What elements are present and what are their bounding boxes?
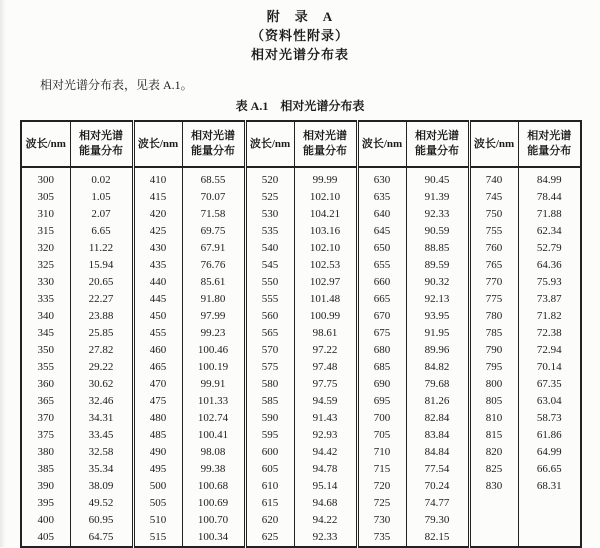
wavelength-cell: 700 [357,410,406,427]
energy-value-cell: 100.69 [182,495,245,512]
energy-value-cell: 92.33 [406,206,469,223]
energy-value-cell: 74.77 [406,495,469,512]
wavelength-cell: 580 [245,376,294,393]
energy-value-cell: 72.94 [518,342,581,359]
energy-value-cell: 100.19 [182,359,245,376]
energy-value-cell: 97.22 [294,342,357,359]
wavelength-cell: 500 [133,478,182,495]
wavelength-cell: 350 [37,344,54,356]
wavelength-cell: 805 [469,393,518,410]
wavelength-cell: 790 [469,342,518,359]
table-row [21,444,581,461]
wavelength-cell: 725 [357,495,406,512]
energy-value-cell: 100.46 [182,342,245,359]
wavelength-cell: 780 [469,308,518,325]
wavelength-cell: 535 [245,223,294,240]
scan-page-edge [0,0,6,547]
wavelength-cell: 405 [37,531,54,543]
wavelength-cell: 335 [37,293,54,305]
energy-value-cell: 97.99 [182,308,245,325]
table-row [21,325,581,342]
wavelength-cell: 300 [37,174,54,186]
wavelength-cell: 710 [357,444,406,461]
table-row [21,291,581,308]
wavelength-cell: 675 [357,325,406,342]
energy-value-cell: 27.82 [70,342,133,359]
energy-value-cell: 82.84 [406,410,469,427]
energy-value-cell: 101.33 [182,393,245,410]
table-row [21,274,581,291]
energy-value-cell: 94.78 [294,461,357,478]
wavelength-cell: 465 [133,359,182,376]
wavelength-cell: 455 [133,325,182,342]
table-row [21,359,581,376]
energy-value-cell: 1.05 [70,189,133,206]
wavelength-cell: 305 [37,191,54,203]
energy-value-cell: 15.94 [70,257,133,274]
wavelength-cell: 785 [469,325,518,342]
energy-value-cell: 88.85 [406,240,469,257]
wavelength-cell: 570 [245,342,294,359]
energy-value-cell: 68.31 [518,478,581,495]
table-row [21,410,581,427]
wavelength-cell: 395 [37,497,54,509]
energy-value-cell: 98.61 [294,325,357,342]
header-wavelength: 波长/nm [469,121,518,167]
energy-value-cell: 66.65 [518,461,581,478]
wavelength-cell: 825 [469,461,518,478]
wavelength-cell: 470 [133,376,182,393]
energy-value-cell: 67.91 [182,240,245,257]
energy-value-cell: 73.87 [518,291,581,308]
energy-value-cell: 100.70 [182,512,245,529]
wavelength-cell: 590 [245,410,294,427]
wavelength-cell: 340 [37,310,54,322]
energy-value-cell: 84.99 [518,167,581,189]
table-row [21,495,581,512]
energy-value-cell: 64.36 [518,257,581,274]
energy-value-cell: 78.44 [518,189,581,206]
header-energy: 相对光谱 能量分布 [406,121,469,167]
wavelength-cell: 480 [133,410,182,427]
table-caption: 表 A.1 相对光谱分布表 [235,99,365,113]
wavelength-cell: 505 [133,495,182,512]
energy-value-cell: 81.26 [406,393,469,410]
wavelength-cell: 485 [133,427,182,444]
wavelength-cell: 815 [469,427,518,444]
energy-value-cell: 32.58 [70,444,133,461]
wavelength-cell: 565 [245,325,294,342]
wavelength-cell [469,529,518,547]
energy-value-cell: 61.86 [518,427,581,444]
energy-value-cell: 69.75 [182,223,245,240]
energy-value-cell: 60.95 [70,512,133,529]
wavelength-cell: 410 [133,167,182,189]
energy-value-cell: 52.79 [518,240,581,257]
energy-value-cell: 79.68 [406,376,469,393]
wavelength-cell: 755 [469,223,518,240]
table-row [21,206,581,223]
wavelength-cell: 650 [357,240,406,257]
energy-value-cell: 100.68 [182,478,245,495]
wavelength-cell: 445 [133,291,182,308]
appendix-subtitle: （资料性附录） [250,28,349,43]
energy-value-cell: 75.93 [518,274,581,291]
wavelength-cell: 705 [357,427,406,444]
energy-value-cell: 34.31 [70,410,133,427]
wavelength-cell: 400 [37,514,54,526]
energy-value-cell: 29.22 [70,359,133,376]
wavelength-cell: 620 [245,512,294,529]
wavelength-cell: 325 [37,259,54,271]
energy-value-cell: 79.30 [406,512,469,529]
energy-value-cell: 22.27 [70,291,133,308]
table-row [21,512,581,529]
energy-value-cell: 25.85 [70,325,133,342]
wavelength-cell: 370 [37,412,54,424]
wavelength-cell: 615 [245,495,294,512]
energy-value-cell: 100.99 [294,308,357,325]
energy-value-cell: 94.68 [294,495,357,512]
energy-value-cell: 67.35 [518,376,581,393]
energy-value-cell: 83.84 [406,427,469,444]
wavelength-cell: 345 [37,327,54,339]
energy-value-cell: 71.88 [518,206,581,223]
energy-value-cell: 63.04 [518,393,581,410]
energy-value-cell: 72.38 [518,325,581,342]
wavelength-cell [469,512,518,529]
wavelength-cell: 730 [357,512,406,529]
energy-value-cell [518,495,581,512]
wavelength-cell: 745 [469,189,518,206]
energy-value-cell: 70.07 [182,189,245,206]
wavelength-cell: 520 [245,167,294,189]
energy-value-cell: 92.93 [294,427,357,444]
table-row [21,167,581,189]
energy-value-cell: 20.65 [70,274,133,291]
wavelength-cell: 660 [357,274,406,291]
energy-value-cell: 102.74 [182,410,245,427]
wavelength-cell: 310 [37,208,54,220]
energy-value-cell: 49.52 [70,495,133,512]
wavelength-cell: 380 [37,446,54,458]
wavelength-cell: 430 [133,240,182,257]
energy-value-cell: 38.09 [70,478,133,495]
appendix-heading: 相对光谱分布表 [250,47,349,62]
energy-value-cell: 85.61 [182,274,245,291]
header-energy: 相对光谱 能量分布 [294,121,357,167]
energy-value-cell: 6.65 [70,223,133,240]
energy-value-cell: 35.34 [70,461,133,478]
wavelength-cell: 525 [245,189,294,206]
energy-value-cell: 32.46 [70,393,133,410]
wavelength-cell: 555 [245,291,294,308]
wavelength-cell: 495 [133,461,182,478]
wavelength-cell: 330 [37,276,54,288]
energy-value-cell: 62.34 [518,223,581,240]
table-row [21,240,581,257]
energy-value-cell: 99.91 [182,376,245,393]
energy-value-cell: 76.76 [182,257,245,274]
energy-value-cell: 58.73 [518,410,581,427]
appendix-title: 附 录 A [266,9,334,24]
energy-value-cell: 91.39 [406,189,469,206]
table-row [21,342,581,359]
header-wavelength: 波长/nm [21,121,70,167]
wavelength-cell: 385 [37,463,54,475]
energy-value-cell: 100.34 [182,529,245,547]
energy-value-cell: 103.16 [294,223,357,240]
wavelength-cell: 750 [469,206,518,223]
energy-value-cell: 68.55 [182,167,245,189]
wavelength-cell: 355 [37,361,54,373]
wavelength-cell: 795 [469,359,518,376]
wavelength-cell: 530 [245,206,294,223]
wavelength-cell: 510 [133,512,182,529]
energy-value-cell: 93.95 [406,308,469,325]
energy-value-cell: 100.41 [182,427,245,444]
energy-value-cell: 70.24 [406,478,469,495]
wavelength-cell: 320 [37,242,54,254]
wavelength-cell: 670 [357,308,406,325]
energy-value-cell: 82.15 [406,529,469,547]
wavelength-cell: 665 [357,291,406,308]
table-row [21,529,581,547]
wavelength-cell: 420 [133,206,182,223]
energy-value-cell: 77.54 [406,461,469,478]
energy-value-cell: 84.84 [406,444,469,461]
wavelength-cell: 375 [37,429,54,441]
wavelength-cell: 680 [357,342,406,359]
wavelength-cell: 585 [245,393,294,410]
energy-value-cell: 92.33 [294,529,357,547]
wavelength-cell: 800 [469,376,518,393]
wavelength-cell: 475 [133,393,182,410]
wavelength-cell: 440 [133,274,182,291]
energy-value-cell: 91.43 [294,410,357,427]
energy-value-cell: 99.99 [294,167,357,189]
energy-value-cell: 71.82 [518,308,581,325]
wavelength-cell: 715 [357,461,406,478]
wavelength-cell: 365 [37,395,54,407]
energy-value-cell: 101.48 [294,291,357,308]
energy-value-cell: 89.59 [406,257,469,274]
energy-value-cell: 102.97 [294,274,357,291]
wavelength-cell: 595 [245,427,294,444]
table-row [21,189,581,206]
appendix-titles [0,0,600,64]
energy-value-cell: 91.80 [182,291,245,308]
energy-value-cell: 104.21 [294,206,357,223]
wavelength-cell: 545 [245,257,294,274]
energy-value-cell: 90.45 [406,167,469,189]
wavelength-cell [469,495,518,512]
wavelength-cell: 830 [469,478,518,495]
wavelength-cell: 625 [245,529,294,547]
intro-text: 相对光谱分布表，见表 A.1。 [40,78,193,92]
table-row [21,308,581,325]
wavelength-cell: 540 [245,240,294,257]
energy-value-cell [518,529,581,547]
table-row [21,393,581,410]
table-row [21,223,581,240]
energy-value-cell: 71.58 [182,206,245,223]
energy-value-cell: 23.88 [70,308,133,325]
energy-value-cell: 30.62 [70,376,133,393]
wavelength-cell: 720 [357,478,406,495]
wavelength-cell: 770 [469,274,518,291]
header-energy: 相对光谱 能量分布 [518,121,581,167]
wavelength-cell: 600 [245,444,294,461]
wavelength-cell: 560 [245,308,294,325]
energy-value-cell: 92.13 [406,291,469,308]
wavelength-cell: 810 [469,410,518,427]
energy-value-cell: 102.10 [294,189,357,206]
energy-value-cell: 89.96 [406,342,469,359]
wavelength-cell: 490 [133,444,182,461]
wavelength-cell: 390 [37,480,54,492]
header-energy: 相对光谱 能量分布 [182,121,245,167]
wavelength-cell: 315 [37,225,54,237]
energy-value-cell: 99.38 [182,461,245,478]
wavelength-cell: 690 [357,376,406,393]
energy-value-cell: 11.22 [70,240,133,257]
wavelength-cell: 610 [245,478,294,495]
header-wavelength: 波长/nm [245,121,294,167]
energy-value-cell: 94.22 [294,512,357,529]
wavelength-cell: 635 [357,189,406,206]
energy-value-cell: 102.53 [294,257,357,274]
energy-value-cell: 90.59 [406,223,469,240]
wavelength-cell: 695 [357,393,406,410]
energy-value-cell: 64.99 [518,444,581,461]
wavelength-cell: 740 [469,167,518,189]
wavelength-cell: 515 [133,529,182,547]
energy-value-cell: 90.32 [406,274,469,291]
energy-value-cell [518,512,581,529]
wavelength-cell: 760 [469,240,518,257]
energy-value-cell: 94.59 [294,393,357,410]
wavelength-cell: 655 [357,257,406,274]
wavelength-cell: 645 [357,223,406,240]
energy-value-cell: 91.95 [406,325,469,342]
wavelength-cell: 435 [133,257,182,274]
header-energy: 相对光谱 能量分布 [70,121,133,167]
spectral-distribution-table [20,120,582,548]
table-header-row [21,121,581,167]
table-row [21,376,581,393]
energy-value-cell: 95.14 [294,478,357,495]
wavelength-cell: 775 [469,291,518,308]
energy-value-cell: 97.75 [294,376,357,393]
energy-value-cell: 64.75 [70,529,133,547]
header-wavelength: 波长/nm [357,121,406,167]
table-row [21,478,581,495]
wavelength-cell: 685 [357,359,406,376]
energy-value-cell: 2.07 [70,206,133,223]
energy-value-cell: 97.48 [294,359,357,376]
wavelength-cell: 450 [133,308,182,325]
wavelength-cell: 550 [245,274,294,291]
energy-value-cell: 70.14 [518,359,581,376]
wavelength-cell: 425 [133,223,182,240]
energy-value-cell: 99.23 [182,325,245,342]
table-body [21,167,581,547]
wavelength-cell: 605 [245,461,294,478]
energy-value-cell: 0.02 [70,167,133,189]
wavelength-cell: 735 [357,529,406,547]
wavelength-cell: 820 [469,444,518,461]
wavelength-cell: 630 [357,167,406,189]
wavelength-cell: 460 [133,342,182,359]
wavelength-cell: 575 [245,359,294,376]
energy-value-cell: 33.45 [70,427,133,444]
energy-value-cell: 102.10 [294,240,357,257]
energy-value-cell: 94.42 [294,444,357,461]
table-row [21,461,581,478]
header-wavelength: 波长/nm [133,121,182,167]
table-row [21,427,581,444]
table-row [21,257,581,274]
energy-value-cell: 98.08 [182,444,245,461]
wavelength-cell: 640 [357,206,406,223]
wavelength-cell: 415 [133,189,182,206]
energy-value-cell: 84.82 [406,359,469,376]
wavelength-cell: 360 [37,378,54,390]
wavelength-cell: 765 [469,257,518,274]
